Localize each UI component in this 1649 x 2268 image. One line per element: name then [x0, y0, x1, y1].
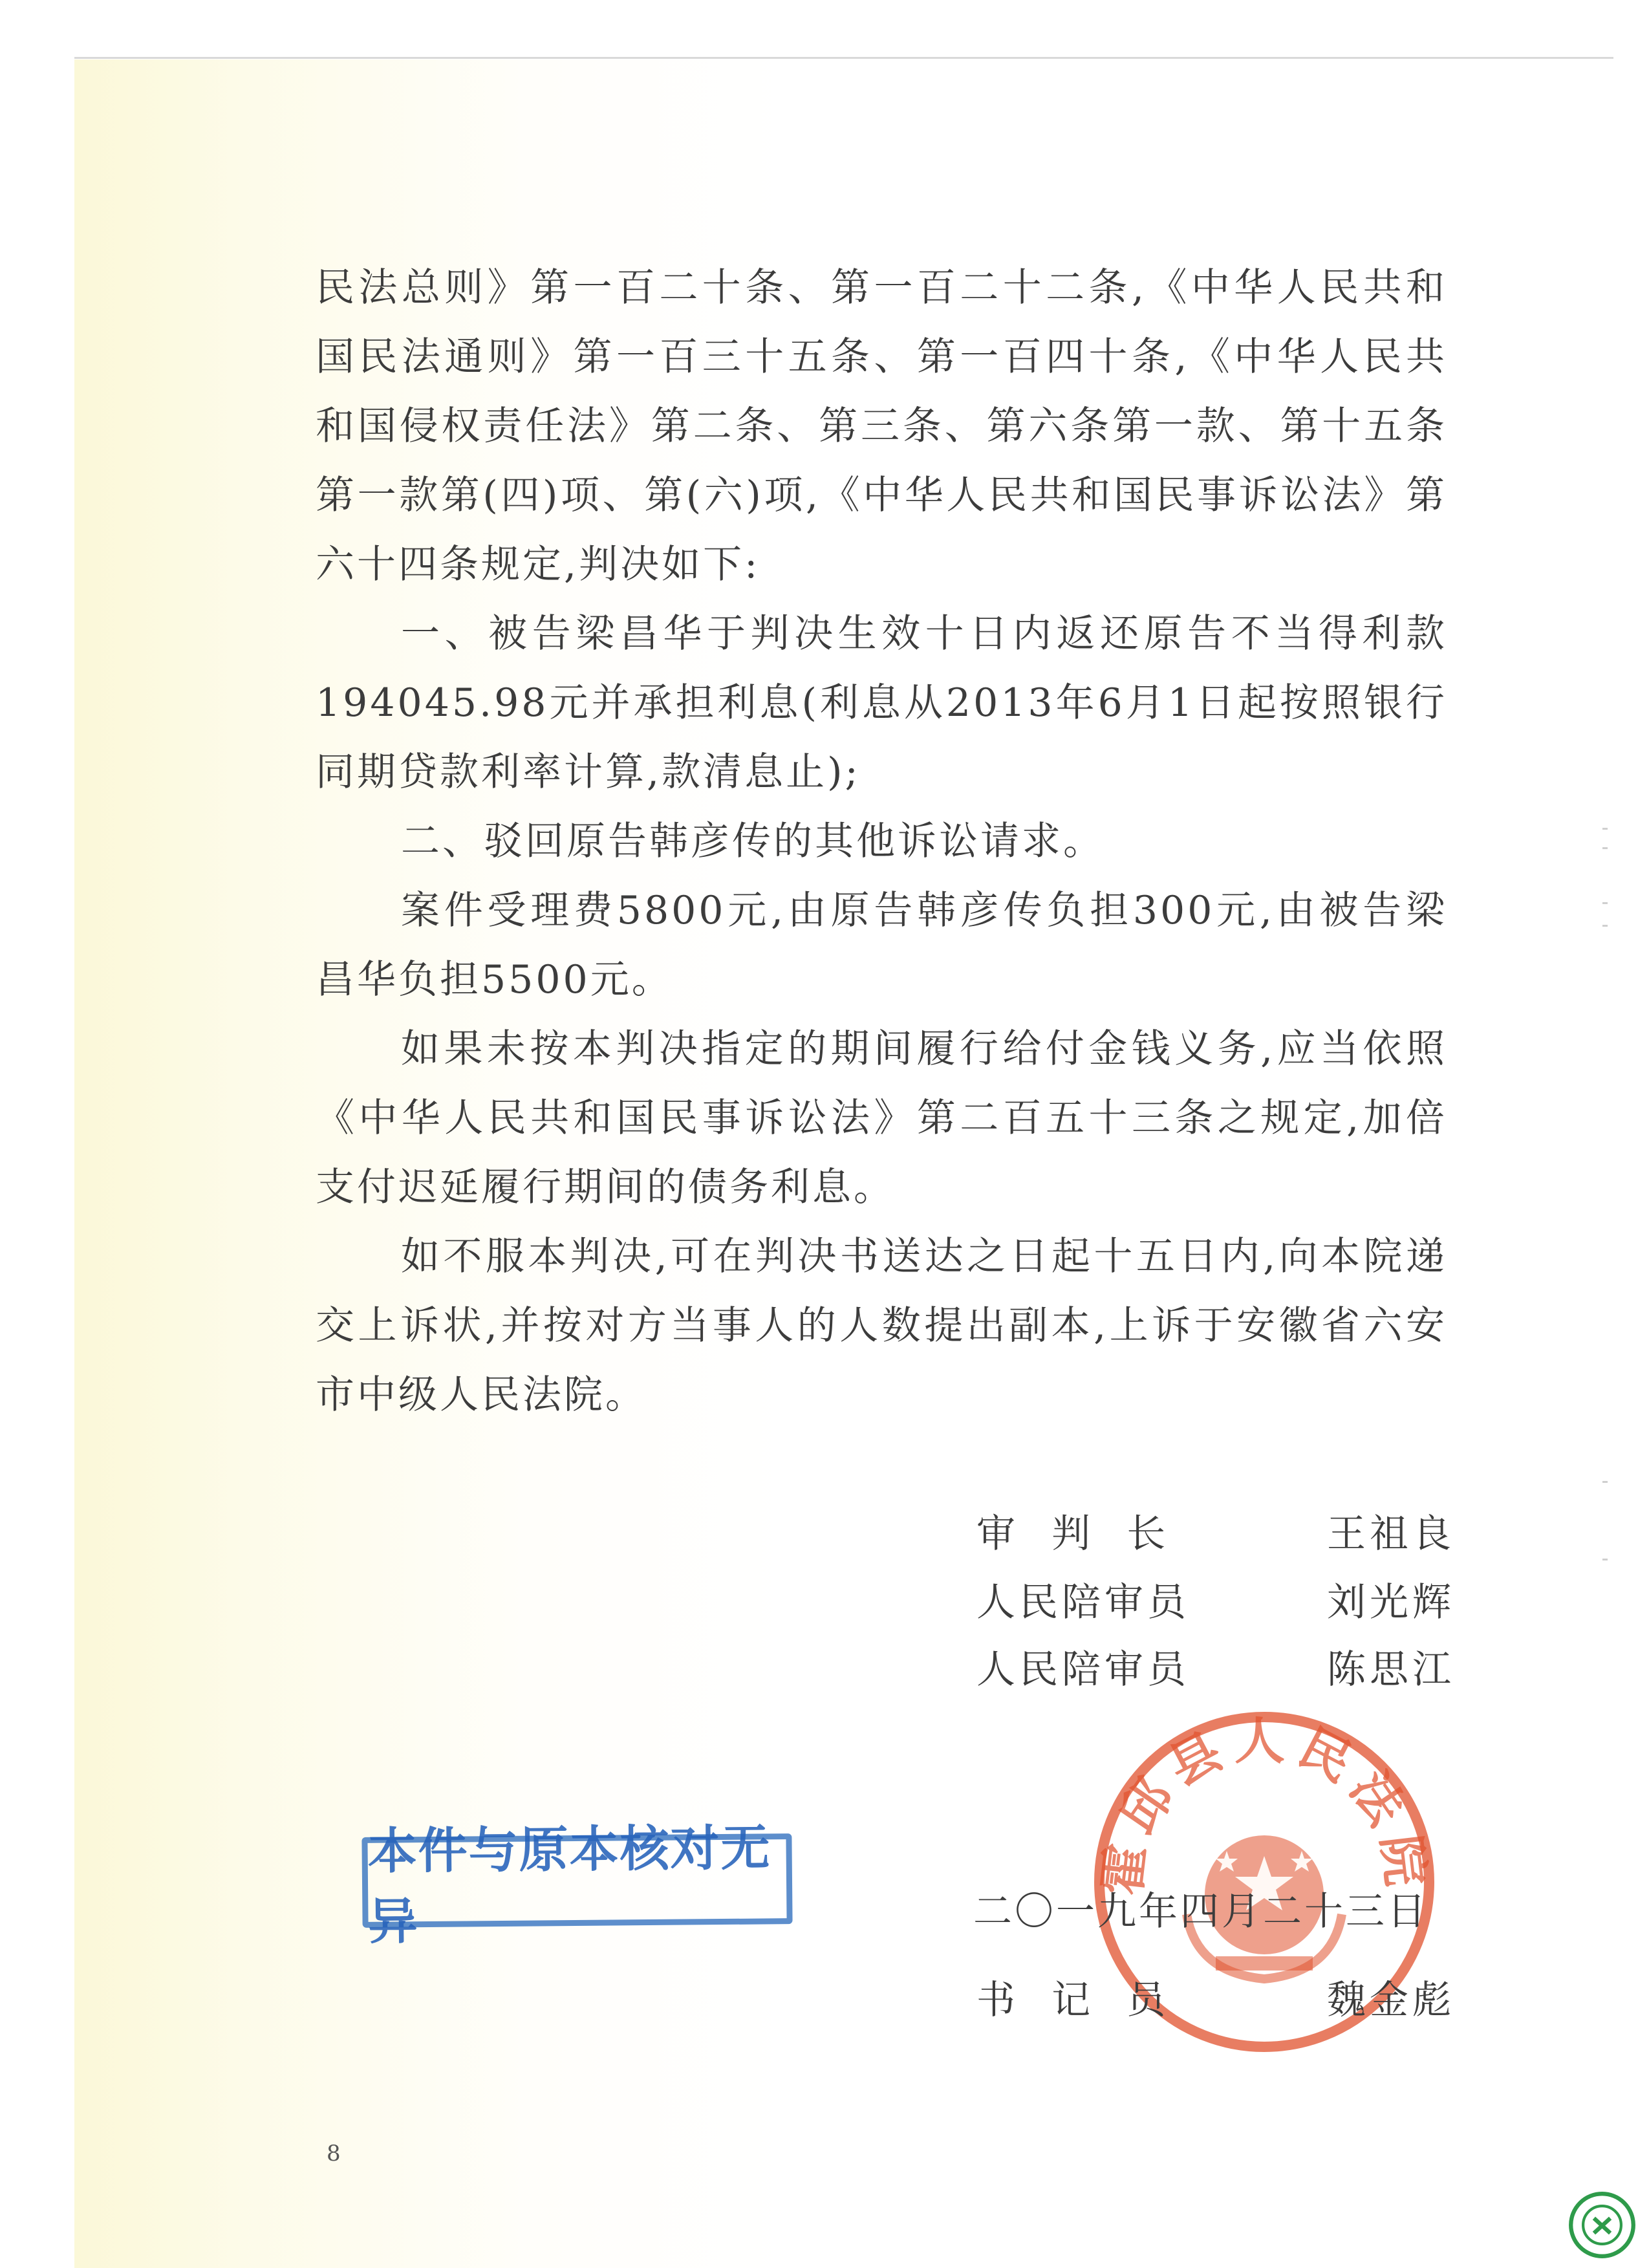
signature-title: 审 判 长	[976, 1511, 1170, 1557]
signature-row-clerk	[976, 1969, 1455, 2027]
signature-name: 王祖良	[1327, 1511, 1455, 1557]
svg-text:霍邱县人民法院: 霍邱县人民法院	[1093, 1712, 1436, 1898]
paragraph-judgment-1: 一、被告梁昌华于判决生效十日内返还原告不当得利款194045.98元并承担利息(利息从2013年6月1日起按照银行同期贷款利率计算,款清息止);	[316, 611, 1447, 795]
signature-title: 人民陪审员	[976, 1647, 1190, 1692]
scan-mark	[1602, 828, 1608, 830]
paragraph-court-fee: 案件受理费5800元,由原告韩彦传负担300元,由被告梁昌华负担5500元。	[316, 888, 1447, 1002]
scan-mark	[1602, 925, 1608, 927]
scan-mark	[1602, 1559, 1608, 1561]
paragraph-judgment-2: 二、驳回原告韩彦传的其他诉讼请求。	[401, 819, 1105, 864]
signature-row-juror-2	[976, 1639, 1455, 1697]
scan-mark	[1602, 847, 1608, 849]
page-number: 8	[327, 2141, 341, 2166]
paragraph-appeal: 如不服本判决,可在判决书送达之日起十五日内,向本院递交上诉状,并按对方当事人的人数提出副本,上诉于安徽省六安市中级人民法院。	[316, 1234, 1447, 1418]
paragraph-legal-basis: 民法总则》第一百二十条、第一百二十二条,《中华人民共和国民法通则》第一百三十五条、第一百四十条,《中华人民共和国侵权责任法》第二条、第三条、第六条第一款、第十五条第一款第(四)项、第(六)项,《中华人民共和国民事诉讼法》第六十四条规定,判决如下:	[316, 265, 1447, 587]
court-logo-icon	[1568, 2191, 1636, 2259]
signature-name: 陈思江	[1327, 1647, 1455, 1692]
signature-title: 书 记 员	[976, 1978, 1170, 2023]
signature-row-juror-1	[976, 1571, 1455, 1630]
copy-verified-stamp: 本件与原本核对无异	[361, 1833, 792, 1928]
signature-row-chief-judge	[976, 1503, 1455, 1561]
paragraph-delay-interest: 如果未按本判决指定的期间履行给付金钱义务,应当依照《中华人民共和国民事诉讼法》第二百五十三条之规定,加倍支付迟延履行期间的债务利息。	[316, 1026, 1447, 1210]
scan-mark	[1602, 902, 1608, 904]
scan-edge	[74, 57, 1613, 59]
signature-name: 魏金彪	[1327, 1978, 1455, 2023]
signature-name: 刘光辉	[1327, 1580, 1455, 1625]
scan-mark	[1602, 1481, 1608, 1483]
signature-title: 人民陪审员	[976, 1580, 1190, 1625]
judgment-date: 二〇一九年四月二十三日	[973, 1889, 1428, 1934]
